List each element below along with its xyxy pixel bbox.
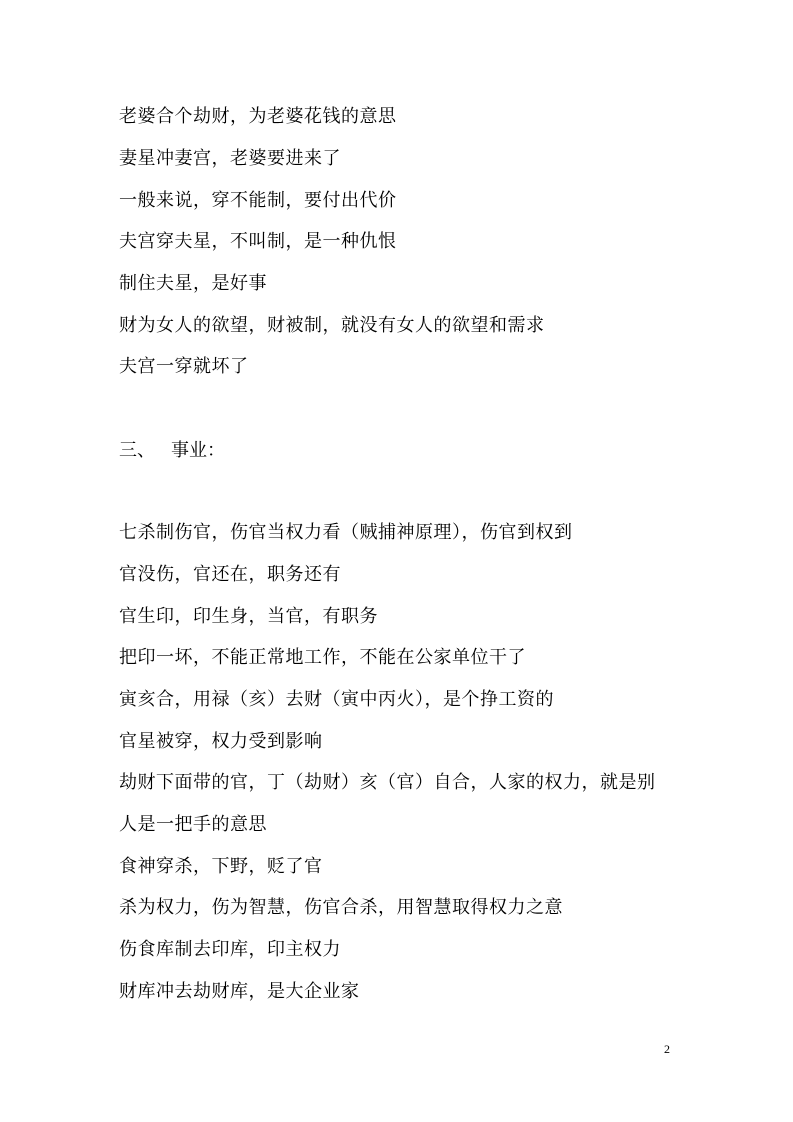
text-line: 把印一坏，不能正常地工作，不能在公家单位干了 xyxy=(119,647,526,668)
text-line: 老婆合个劫财，为老婆花钱的意思 xyxy=(119,106,397,127)
text-line: 人是一把手的意思 xyxy=(119,814,267,835)
text-line: 杀为权力，伤为智慧，伤官合杀，用智慧取得权力之意 xyxy=(119,897,563,918)
text-line: 官生印，印生身，当官，有职务 xyxy=(119,606,378,627)
text-line: 劫财下面带的官，丁（劫财）亥（官）自合，人家的权力，就是别 xyxy=(119,772,656,793)
text-line: 一般来说，穿不能制，要付出代价 xyxy=(119,190,397,211)
text-line: 官没伤，官还在，职务还有 xyxy=(119,564,341,585)
section-heading xyxy=(119,440,225,462)
text-line: 寅亥合，用禄（亥）去财（寅中丙火），是个挣工资的 xyxy=(119,689,554,710)
text-line: 财库冲去劫财库，是大企业家 xyxy=(119,981,360,1002)
text-line: 官星被穿，权力受到影响 xyxy=(119,731,323,752)
text-line: 财为女人的欲望，财被制，就没有女人的欲望和需求 xyxy=(119,315,545,336)
text-line: 夫宫一穿就坏了 xyxy=(119,356,249,377)
text-line: 七杀制伤官，伤官当权力看（贼捕神原理），伤官到权到 xyxy=(119,522,573,543)
page-number: 2 xyxy=(664,1042,670,1056)
section-number: 三、 xyxy=(119,440,155,461)
section-title: 事业： xyxy=(171,440,225,461)
text-line: 妻星冲妻宫，老婆要进来了 xyxy=(119,148,341,169)
text-line: 食神穿杀，下野，贬了官 xyxy=(119,856,323,877)
text-line: 伤食库制去印库，印主权力 xyxy=(119,939,341,960)
text-line: 制住夫星，是好事 xyxy=(119,273,267,294)
text-line: 夫宫穿夫星，不叫制，是一种仇恨 xyxy=(119,231,397,252)
